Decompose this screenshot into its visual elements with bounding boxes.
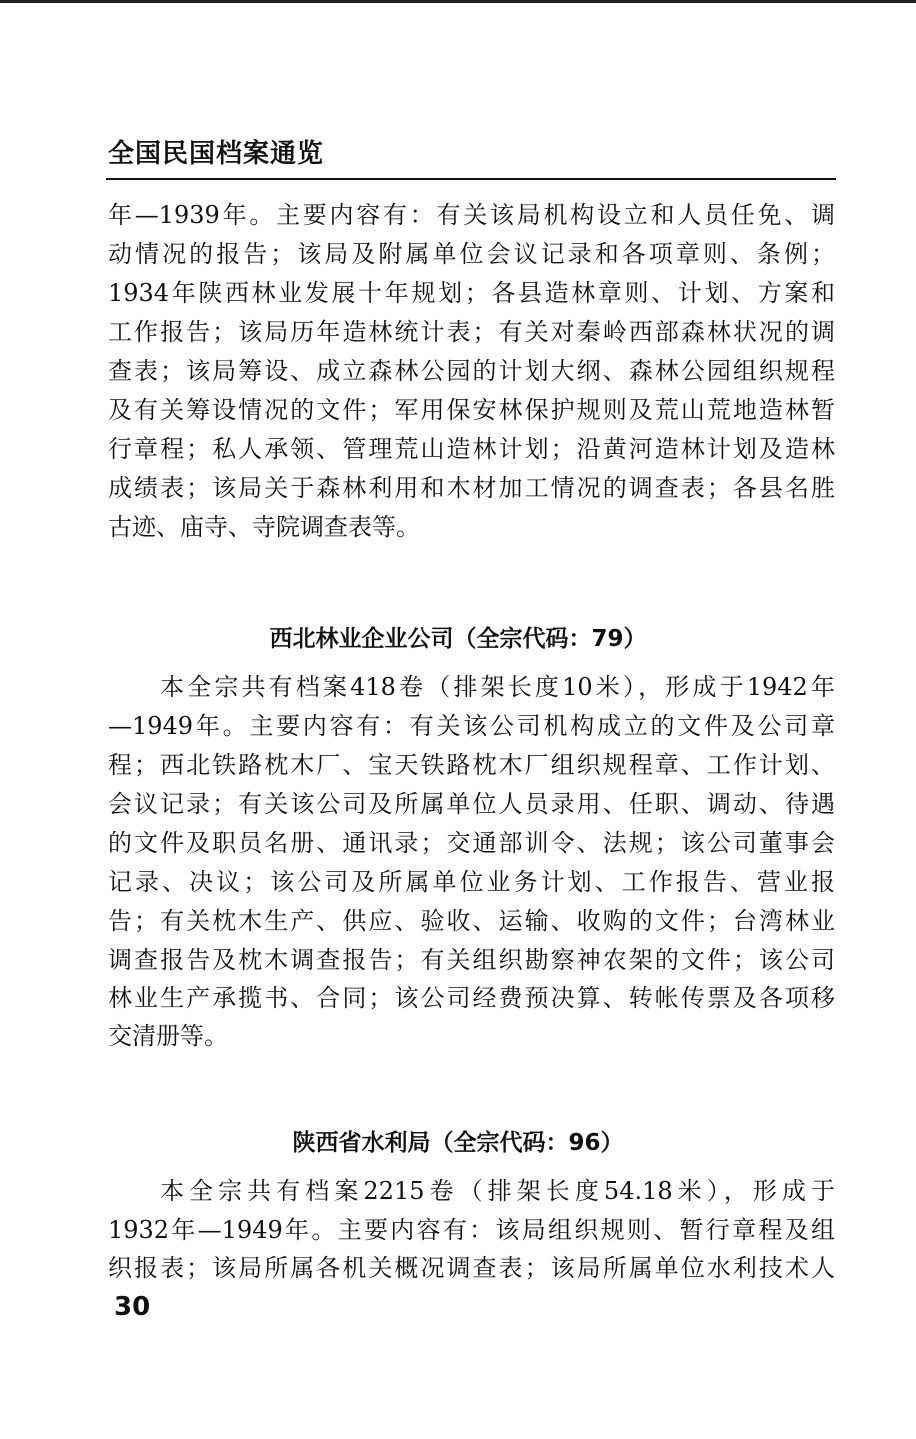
text-line: 及有关筹设情况的文件；军用保安林保护规则及荒山荒地造林暂: [108, 396, 835, 424]
text-line: 1932年—1949年。主要内容有：该局组织规则、暂行章程及组: [108, 1216, 835, 1244]
header-rule: [106, 178, 836, 180]
running-header: 全国民国档案通览: [108, 139, 325, 169]
page-top-edge: [0, 0, 916, 3]
page-number: 30: [114, 1292, 151, 1322]
text-line: 告；有关枕木生产、供应、验收、运输、收购的文件；台湾林业: [108, 907, 835, 935]
text-line: 1934年陕西林业发展十年规划；各县造林章则、计划、方案和: [108, 279, 835, 307]
text-line: 行章程；私人承领、管理荒山造林计划；沿黄河造林计划及造林: [108, 435, 835, 463]
text-line: 的文件及职员名册、通讯录；交通部训令、法规；该公司董事会: [108, 829, 835, 857]
text-line: 林业生产承揽书、合同；该公司经费预决算、转帐传票及各项移: [108, 984, 835, 1012]
text-line: 会议记录；有关该公司及所属单位人员录用、任职、调动、待遇: [108, 790, 835, 818]
text-line: 记录、决议；该公司及所属单位业务计划、工作报告、营业报: [108, 868, 835, 896]
section-heading: 西北林业企业公司（全宗代码：79）: [269, 626, 647, 652]
text-line: 年—1939年。主要内容有：有关该局机构设立和人员任免、调: [108, 201, 835, 229]
text-line: 织报表；该局所属各机关概况调查表；该局所属单位水利技术人: [108, 1254, 835, 1282]
text-line: 本全宗共有档案418卷（排架长度10米），形成于1942年: [160, 673, 835, 701]
text-line: 成绩表；该局关于森林利用和木材加工情况的调查表；各县名胜: [108, 474, 835, 502]
text-line: —1949年。主要内容有：有关该公司机构成立的文件及公司章: [108, 712, 835, 740]
text-line: 调查报告及枕木调查报告；有关组织勘察神农架的文件；该公司: [108, 946, 835, 974]
text-line: 交清册等。: [108, 1022, 228, 1050]
text-line: 工作报告；该局历年造林统计表；有关对秦岭西部森林状况的调: [108, 318, 835, 346]
text-line: 古迹、庙寺、寺院调查表等。: [108, 513, 420, 541]
text-line: 本全宗共有档案2215卷（排架长度54.18米），形成于: [160, 1177, 835, 1205]
text-line: 动情况的报告；该局及附属单位会议记录和各项章则、条例；: [108, 240, 835, 268]
text-line: 程；西北铁路枕木厂、宝天铁路枕木厂组织规程章、工作计划、: [108, 751, 835, 779]
text-line: 查表；该局筹设、成立森林公园的计划大纲、森林公园组织规程: [108, 357, 835, 385]
section-heading: 陕西省水利局（全宗代码：96）: [292, 1130, 624, 1156]
